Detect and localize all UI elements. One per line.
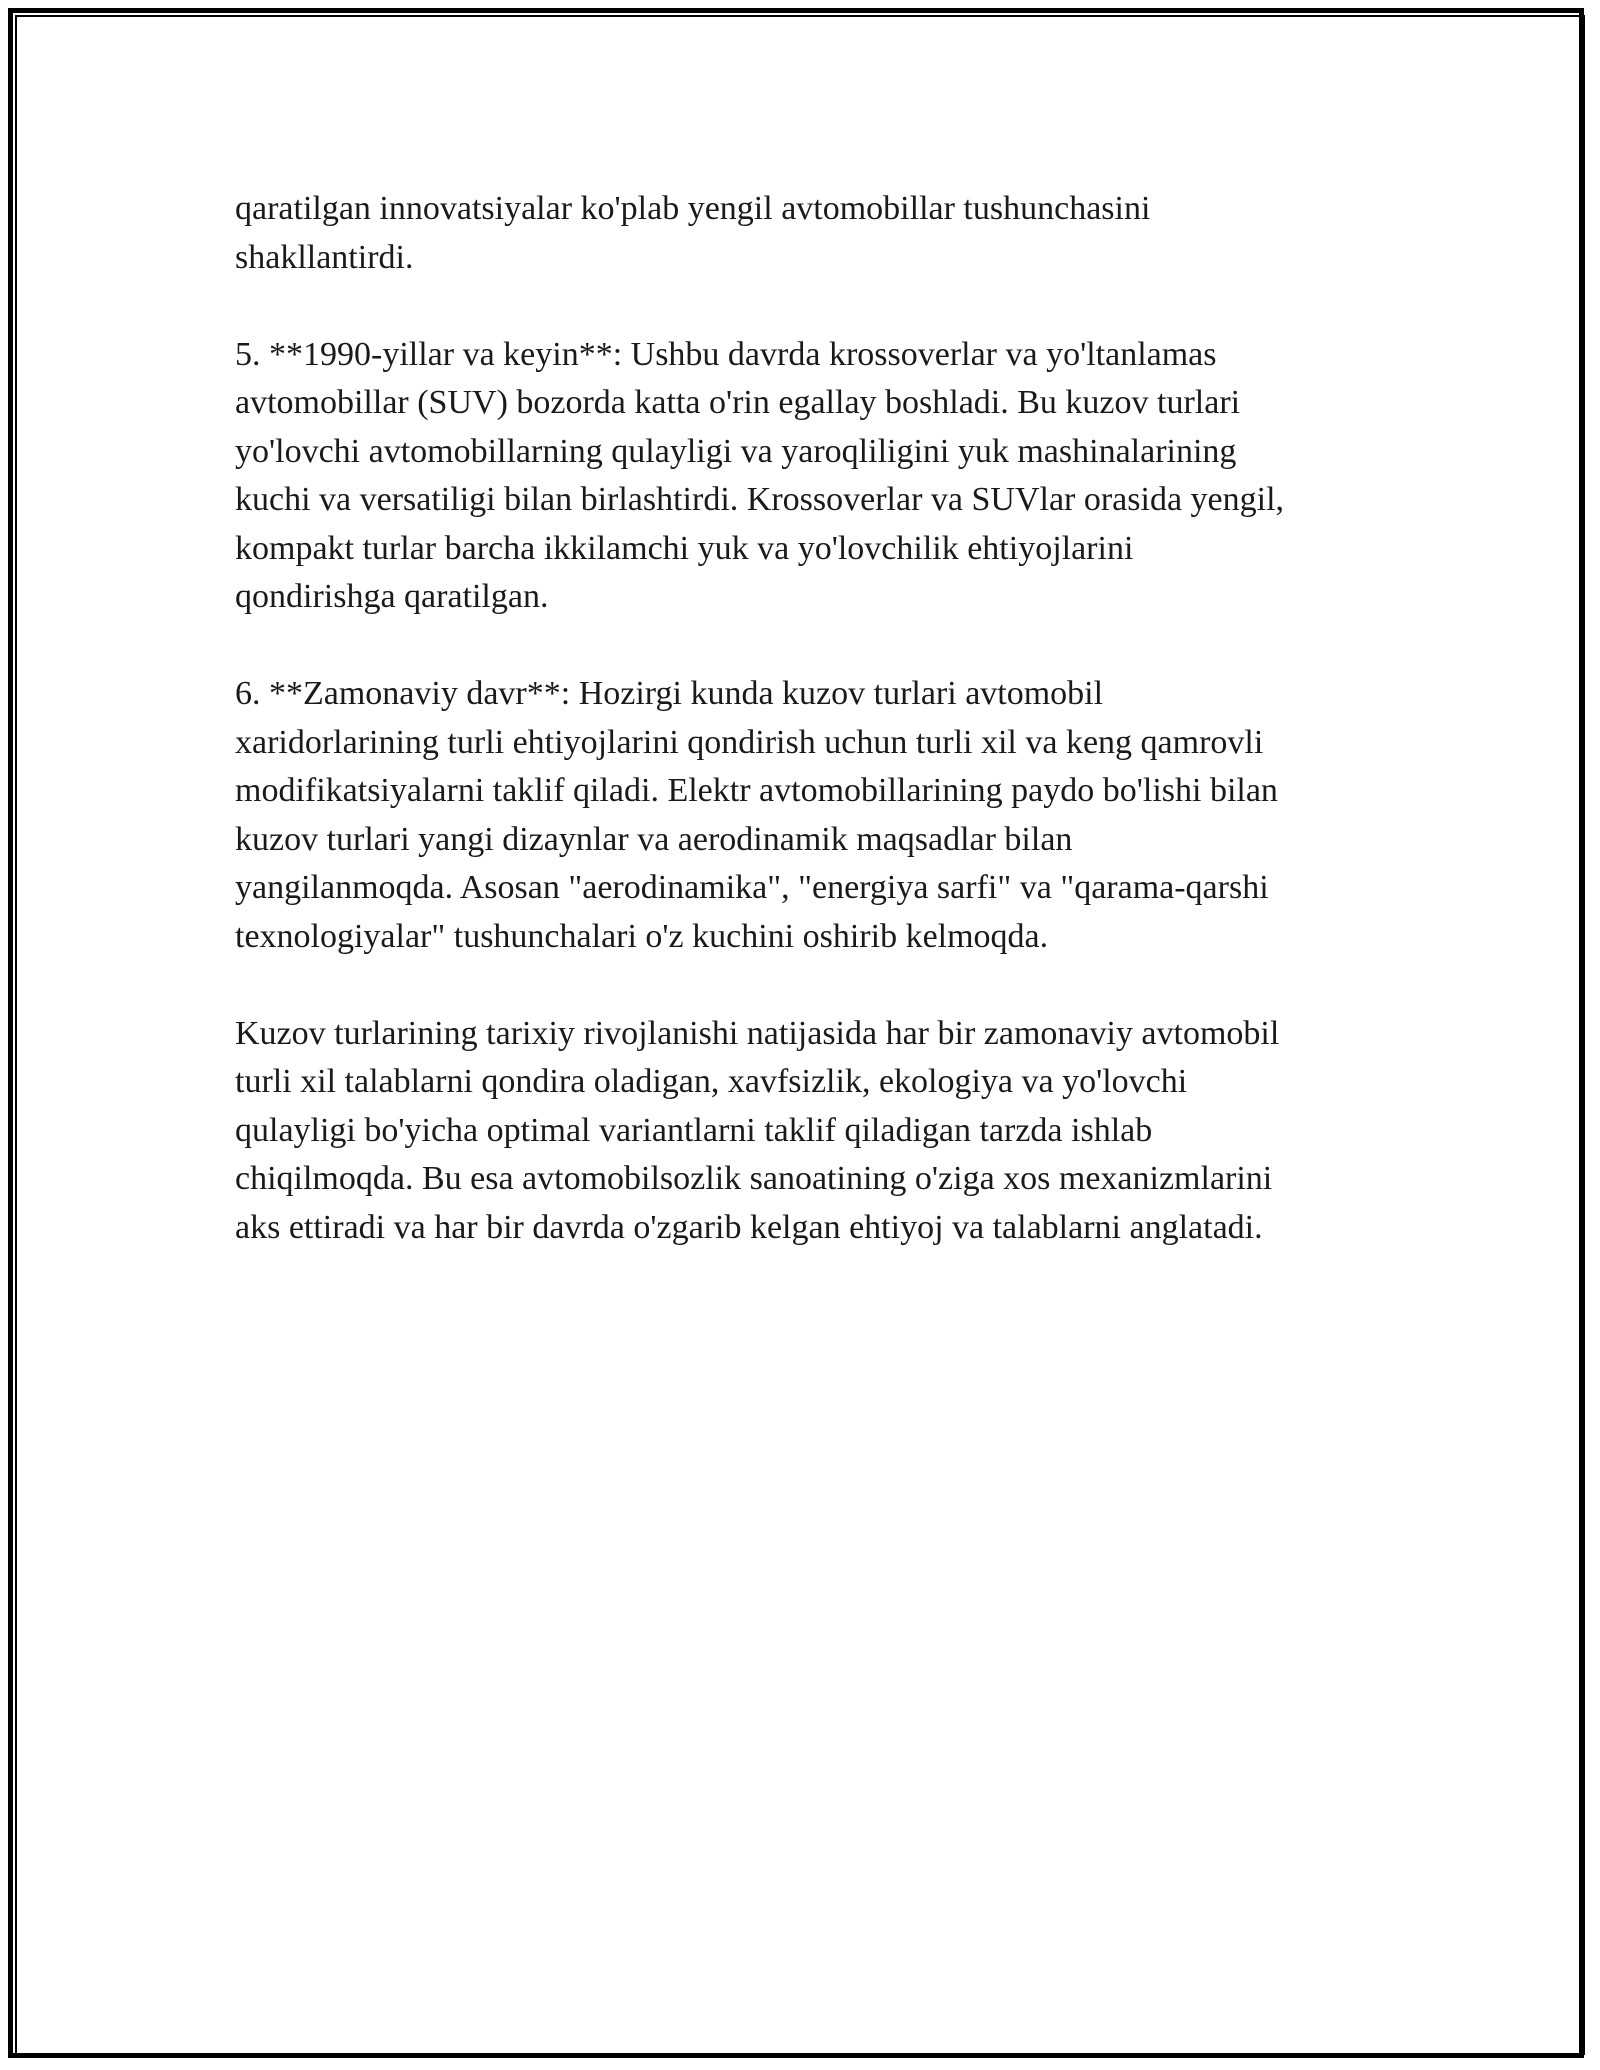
paragraph-continuation: qaratilgan innovatsiyalar ko'plab yengil avtomobillar tushunchasini shakllantirdi. [235,190,1151,276]
paragraph-item-5: 5. **1990-yillar va keyin**: Ushbu davrda krossoverlar va yo'ltanlamas avtomobillar (SUV) bozorda katta o'rin egallay boshladi. Bu kuzov turlari yo'lovchi avtomobillarning qulayligi va yaroqliligini yuk mashinalarining kuchi va versatiligi bilan birlashtirdi. Krossoverlar va SUVlar orasida yengil, kompakt turlar barcha ikkilamchi yuk va yo'lovchilik ehtiyojlarini qondirishga qaratilgan. [235,335,1285,615]
document-body [235,185,1375,1301]
paragraph-item-6: 6. **Zamonaviy davr**: Hozirgi kunda kuzov turlari avtomobil xaridorlarining turli ehtiyojlarini qondirish uchun turli xil va keng qamrovli modifikatsiyalarni taklif qiladi. Elektr avtomobillarining paydo bo'lishi bilan kuzov turlari yangi dizaynlar va aerodinamik maqsadlar bilan yangilanmoqda. Asosan "aerodinamika", "energiya sarfi" va "qarama-qarshi texnologiyalar" tushunchalari o'z kuchini oshirib kelmoqda. [235,675,1278,955]
paragraph-conclusion: Kuzov turlarining tarixiy rivojlanishi natijasida har bir zamonaviy avtomobil turli xil talablarni qondira oladigan, xavfsizlik, ekologiya va yo'lovchi qulayligi bo'yicha optimal variantlarni taklif qiladigan tarzda ishlab chiqilmoqda. Bu esa avtomobilsozlik sanoatining o'ziga xos mexanizmlarini aks ettiradi va har bir davrda o'zgarib kelgan ehtiyoj va talablarni anglatadi. [235,1014,1280,1246]
